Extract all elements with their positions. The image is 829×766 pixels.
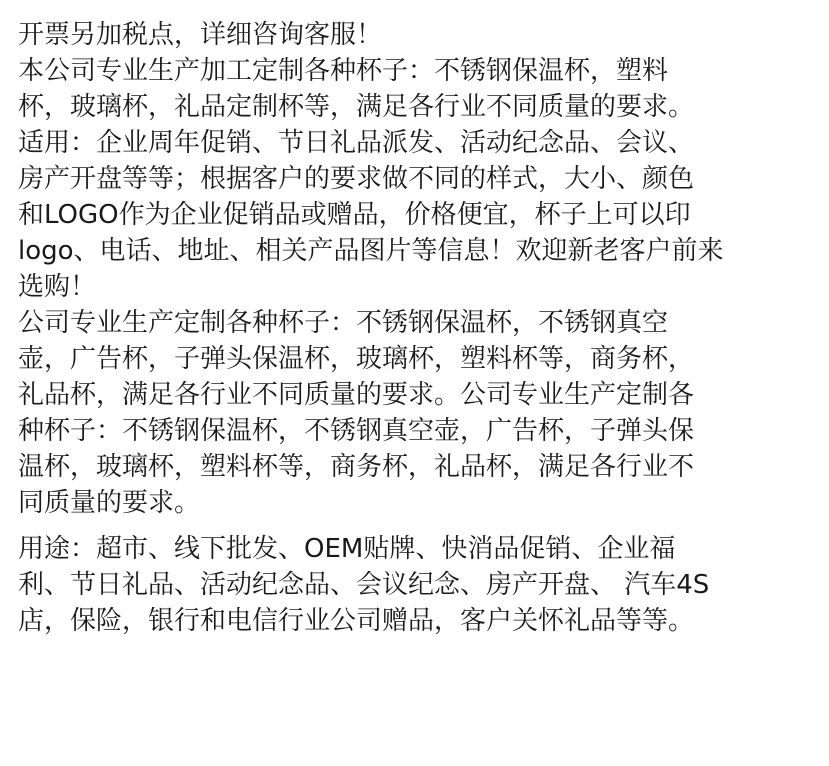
text-line: 本公司专业生产加工定制各种杯子：不锈钢保温杯，塑料 bbox=[18, 56, 669, 86]
company-intro-paragraph bbox=[18, 53, 829, 125]
text-line: 选购！ bbox=[18, 272, 97, 302]
text-line: 适用：企业周年促销、节日礼品派发、活动纪念品、会议、 bbox=[18, 128, 695, 158]
invoice-note-paragraph bbox=[18, 17, 829, 53]
usage-scenarios-paragraph bbox=[18, 125, 829, 305]
text-line: 礼品杯，满足各行业不同质量的要求。公司专业生产定制各 bbox=[18, 380, 695, 410]
text-line: logo、电话、地址、相关产品图片等信息！欢迎新老客户前来 bbox=[18, 236, 724, 266]
paragraph-spacer bbox=[18, 521, 829, 531]
text-line: 公司专业生产定制各种杯子：不锈钢保温杯，不锈钢真空 bbox=[18, 308, 669, 338]
applications-paragraph bbox=[18, 531, 829, 639]
text-line: 种杯子：不锈钢保温杯，不锈钢真空壶，广告杯，子弹头保 bbox=[18, 416, 695, 446]
text-line: 房产开盘等等；根据客户的要求做不同的样式，大小、颜色 bbox=[18, 164, 695, 194]
text-line: 同质量的要求。 bbox=[18, 488, 201, 518]
text-line: 杯，玻璃杯，礼品定制杯等，满足各行业不同质量的要求。 bbox=[18, 92, 695, 122]
product-range-paragraph bbox=[18, 305, 829, 521]
text-line: 温杯，玻璃杯，塑料杯等，商务杯，礼品杯，满足各行业不 bbox=[18, 452, 695, 482]
text-line: 店，保险，银行和电信行业公司赠品，客户关怀礼品等等。 bbox=[18, 606, 695, 636]
text-line: 壶，广告杯，子弹头保温杯，玻璃杯，塑料杯等，商务杯， bbox=[18, 344, 695, 374]
text-line: 用途：超市、线下批发、OEM贴牌、快消品促销、企业福 bbox=[18, 534, 676, 564]
text-line: 利、节日礼品、活动纪念品、会议纪念、房产开盘、 汽车4S bbox=[18, 570, 710, 600]
text-line: 开票另加税点，详细咨询客服！ bbox=[18, 20, 383, 50]
text-line: 和LOGO作为企业促销品或赠品，价格便宜，杯子上可以印 bbox=[18, 200, 691, 230]
